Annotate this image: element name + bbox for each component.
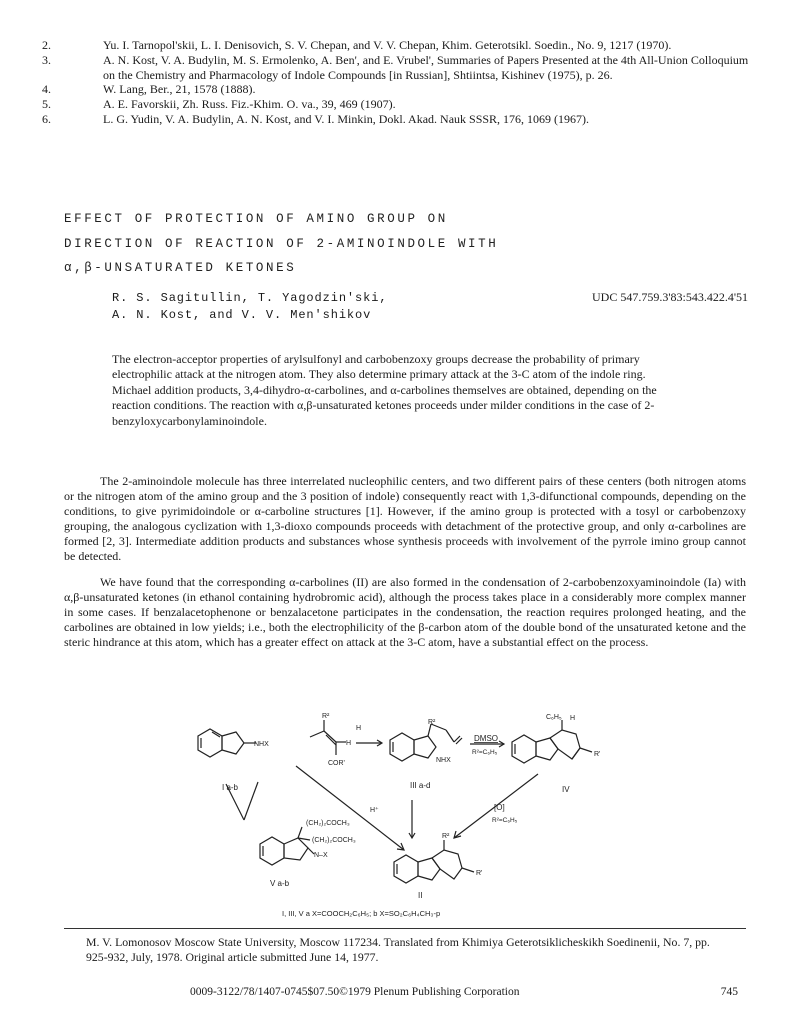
body-text xyxy=(64,474,746,660)
title-line: α,β-UNSATURATED KETONES xyxy=(64,261,297,275)
structure-IV xyxy=(512,720,592,763)
label-nx: N–X xyxy=(314,852,328,859)
ketone-structure xyxy=(310,720,346,755)
authors-line: A. N. Kost, and V. V. Men'shikov xyxy=(112,308,372,322)
label-sidechain-2: (CH₂)₂COCH₃ xyxy=(312,837,356,844)
label-nhx: NHX xyxy=(254,741,269,748)
title-line: DIRECTION OF REACTION OF 2-AMINOINDOLE WITH xyxy=(64,236,499,251)
label-nhx-III: NHX xyxy=(436,757,451,764)
label-cor1: COR' xyxy=(328,760,345,767)
reference-list xyxy=(40,38,760,127)
author-list xyxy=(112,290,387,324)
label-dmso: DMSO xyxy=(474,734,498,743)
indole-structure-I xyxy=(198,729,256,757)
label-r1-II: R' xyxy=(476,870,483,877)
label-r1-IV: R' xyxy=(594,751,601,758)
structure-V xyxy=(260,827,314,865)
title-line: EFFECT OF PROTECTION OF AMINO GROUP ON xyxy=(64,212,448,226)
abstract: The electron-acceptor properties of arylsulfonyl and carbobenzoxy groups decrease the probability of primary electrophilic attack at the nitrogen atom. They also determine primary attack at the 3-C atom of the indole ring. Michael addition products, 3,4-dihydro-α-carbolines, and α-carbolines themselves are obtained, depending on the reaction conditions. The reaction with α,β-unsaturated ketones proceeds under milder conditions in the case of 2-benzyloxycarbonylaminoindole. xyxy=(112,352,657,428)
label-oxid-cond: R²=C₆H₅ xyxy=(492,817,518,824)
reference-item: 4. W. Lang, Ber., 21, 1578 (1888). xyxy=(42,82,256,97)
scheme-caption: I, III, V a X=COOCH₂C₆H₅; b X=SO₂C₆H₄CH₃-p xyxy=(282,909,441,918)
authors-line: R. S. Sagitullin, T. Yagodzin'ski, xyxy=(112,291,388,305)
copyright-line: 0009-3122/78/1407-0745$07.50©1979 Plenum Publishing Corporation xyxy=(190,986,520,998)
label-c6h5: C₆H₅ xyxy=(546,714,562,721)
structure-III xyxy=(390,724,462,761)
footnote: M. V. Lomonosov Moscow State University, Moscow 117234. Translated from Khimiya Geterotsiklicheskikh Soedinenii, No. 7, pp. 925-932, July, 1978. Original article submitted June 14, 1977. xyxy=(86,935,710,964)
paragraph: The 2-aminoindole molecule has three interrelated nucleophilic centers, and two different pairs of these centers (both nitrogen atoms or the nitrogen atom of the amino group and the 3 position of indole) consequently react with 1,3-difunctional compounds, depending on the conditions, to give pyrimidoindole or α-carboline structures [1]. However, if the amino group is protected with a tosyl or carbobenzoxy grouping, the analogous cyclization with 1,3-dioxo compounds proceeds with detachment of the protective group, and only α-carbolines are formed [2, 3]. Intermediate addition products and substances whose synthesis proceeds with involvement of the pyrrole imino group cannot be detected. xyxy=(64,474,746,564)
label-h: H xyxy=(356,725,362,732)
label-II: II xyxy=(418,891,423,900)
label-r2-III: R² xyxy=(428,719,436,726)
page-number: 745 xyxy=(720,986,738,998)
structure-II xyxy=(394,840,474,883)
reaction-scheme xyxy=(186,712,746,922)
label-sidechain-1: (CH₂)₂COCH₃ xyxy=(306,820,350,827)
label-h2: H xyxy=(346,740,352,747)
label-dmso-cond: R²=C₆H₅ xyxy=(472,749,498,756)
label-IV: IV xyxy=(562,785,570,794)
reference-item: 5. A. E. Favorskii, Zh. Russ. Fiz.-Khim. O. va., 39, 469 (1907). xyxy=(42,97,396,112)
footnote-divider xyxy=(64,928,746,929)
label-hplus: H⁺ xyxy=(370,807,379,814)
reference-item: 3. A. N. Kost, V. A. Budylin, M. S. Ermolenko, A. Ben', and E. Vrubel', Summaries of Papers Presented at the 4th All-Union Colloquium on the Chemistry and Pharmacology of Indole Compounds [in Russian], Shtiintsa, Kishinev (1975), p. 26. xyxy=(42,52,749,82)
label-Vab: V a-b xyxy=(270,879,290,888)
label-Iab: I a-b xyxy=(222,783,239,792)
reference-item: 6. L. G. Yudin, V. A. Budylin, A. N. Kost, and V. I. Minkin, Dokl. Akad. Nauk SSSR, 176, 1069 (1967). xyxy=(42,111,590,126)
udc-code: UDC 547.759.3'83:543.422.4'51 xyxy=(592,290,748,304)
arrow-I-to-V xyxy=(244,782,258,820)
paragraph: We have found that the corresponding α-carbolines (II) are also formed in the condensation of 2-carbobenzoxyaminoindole (Ia) with α,β-unsaturated ketones (in ethanol containing hydrobromic acid), although the process takes place in a considerably more complex manner in some cases. If benzalacetophenone or benzalacetone participates in the condensation, the reaction requires prolonged heating, and the carbolines are obtained in low yields; i.e., both the electrophilicity of the β-carbon atom of the double bond of the unsaturated ketone and the steric hindrance at this atom, which has a greater effect on attack at the 3-C atom, have a substantial effect on the process. xyxy=(64,574,746,649)
label-r2: R² xyxy=(322,713,330,720)
label-h-IV: H xyxy=(570,715,576,722)
label-IIIad: III a-d xyxy=(410,781,431,790)
reference-item: 2. Yu. I. Tarnopol'skii, L. I. Denisovich, S. V. Chepan, and V. V. Chepan, Khim. Geterotsikl. Soedin., No. 9, 1217 (1970). xyxy=(42,38,672,52)
article-title xyxy=(64,207,498,281)
label-oxid: [O] xyxy=(494,803,505,812)
label-r2-II: R² xyxy=(442,833,450,840)
